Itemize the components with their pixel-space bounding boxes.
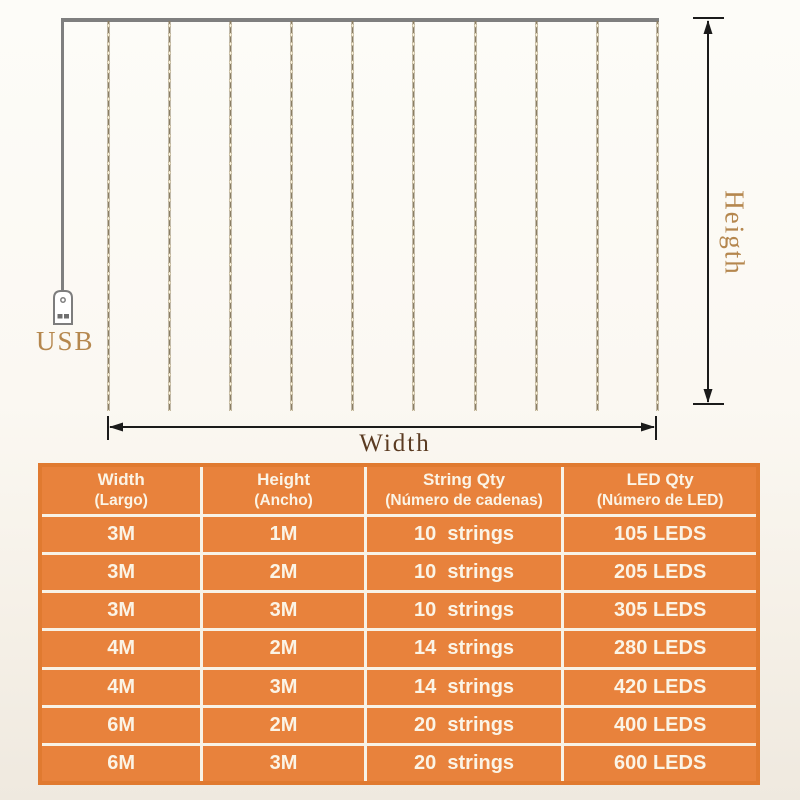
table-header-width xyxy=(42,467,200,514)
header-sub: (Ancho) xyxy=(254,492,313,510)
table-cell: 3M xyxy=(203,593,363,628)
header-main: String Qty xyxy=(422,470,506,490)
table-cell: 3M xyxy=(42,555,200,590)
header-sub: (Número de LED) xyxy=(596,492,724,510)
table-cell: 20 strings xyxy=(367,746,562,781)
table-cell: 1M xyxy=(203,517,363,552)
table-cell: 3M xyxy=(203,670,363,705)
table-cell: 20 strings xyxy=(367,708,562,743)
table-cell: 205 LEDS xyxy=(564,555,756,590)
table-header-height xyxy=(203,467,363,514)
table-cell: 14 strings xyxy=(367,670,562,705)
header-main: Height xyxy=(257,470,311,490)
table-cell: 2M xyxy=(203,555,363,590)
table-cell: 6M xyxy=(42,708,200,743)
table-cell: 280 LEDS xyxy=(564,631,756,666)
header-main: Width xyxy=(97,470,145,490)
spec-table xyxy=(38,463,760,785)
table-cell: 4M xyxy=(42,631,200,666)
table-cell: 3M xyxy=(203,746,363,781)
table-cell: 420 LEDS xyxy=(564,670,756,705)
table-cell: 10 strings xyxy=(367,593,562,628)
table-cell: 305 LEDS xyxy=(564,593,756,628)
header-sub: (Número de cadenas) xyxy=(385,492,543,510)
table-cell: 3M xyxy=(42,593,200,628)
table-cell: 3M xyxy=(42,517,200,552)
table-cell: 10 strings xyxy=(367,555,562,590)
table-cell: 2M xyxy=(203,708,363,743)
table-cell: 105 LEDS xyxy=(564,517,756,552)
usb-label: USB xyxy=(36,326,95,356)
table-cell: 6M xyxy=(42,746,200,781)
header-main: LED Qty xyxy=(626,470,694,490)
table-cell: 4M xyxy=(42,670,200,705)
table-header-string-qty xyxy=(367,467,562,514)
table-cell: 2M xyxy=(203,631,363,666)
table-cell: 14 strings xyxy=(367,631,562,666)
table-cell: 600 LEDS xyxy=(564,746,756,781)
header-sub: (Largo) xyxy=(94,492,148,510)
width-label: Width xyxy=(359,430,431,457)
height-label: Heigth xyxy=(719,190,750,276)
table-cell: 10 strings xyxy=(367,517,562,552)
table-header-led-qty xyxy=(564,467,756,514)
table-cell: 400 LEDS xyxy=(564,708,756,743)
